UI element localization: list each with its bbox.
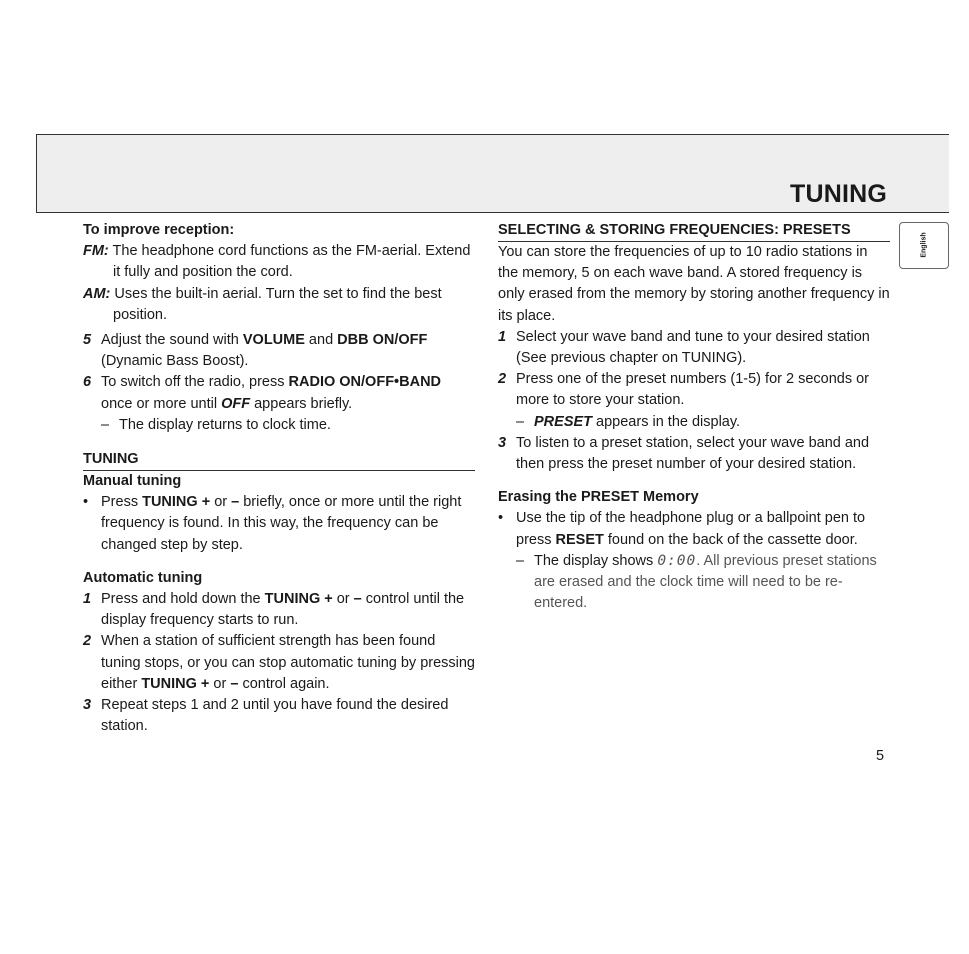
erasing-bullet: • Use the tip of the headphone plug or a ballpoint pen to press RESET found on the back of the cassette door. xyxy=(498,510,866,548)
manual-tuning-bullet: • Press TUNING + or – briefly, once or more until the right frequency is found. In this way, the frequency can be changed step by step. xyxy=(83,494,462,553)
left-column xyxy=(83,220,475,737)
display-readout: 0:00 xyxy=(657,552,697,569)
preset-step-2-note: – PRESET appears in the display. xyxy=(516,413,741,430)
manual-tuning-heading: Manual tuning xyxy=(83,473,182,490)
preset-step-2: 2 Press one of the preset numbers (1-5) for 2 seconds or more to store your station. xyxy=(498,371,870,409)
step-5: 5 Adjust the sound with VOLUME and DBB ON/OFF (Dynamic Bass Boost). xyxy=(83,332,428,370)
language-label: English xyxy=(920,232,928,258)
step-6-note: – The display returns to clock time. xyxy=(101,416,331,433)
preset-step-3: 3 To listen to a preset station, select your wave band and then press the preset number of your desired station. xyxy=(498,434,870,473)
automatic-tuning-heading: Automatic tuning xyxy=(83,569,203,586)
auto-step-1: 1 Press and hold down the TUNING + or – control until the display frequency starts to run. xyxy=(83,591,465,629)
erasing-note: – The display shows 0:00. All previous preset stations are erased and the clock time will need to be re-entered. xyxy=(516,552,877,612)
right-column xyxy=(498,219,890,614)
erasing-heading: Erasing the PRESET Memory xyxy=(498,489,699,506)
auto-step-3: 3 Repeat steps 1 and 2 until you have found the desired station. xyxy=(83,697,449,735)
am-paragraph: AM: Uses the built-in aerial. Turn the set to find the best position. xyxy=(83,285,442,323)
step-6: 6 To switch off the radio, press RADIO ON/OFF•BAND once or more until OFF appears briefly. xyxy=(83,374,442,412)
page-title: TUNING xyxy=(789,180,887,208)
page-number: 5 xyxy=(876,748,885,764)
tuning-section-heading: TUNING xyxy=(83,448,475,471)
improve-reception-heading: To improve reception: xyxy=(83,222,235,238)
auto-step-2: 2 When a station of sufficient strength has been found tuning stops, or you can stop automatic tuning by pressing either TUNING + or – control again. xyxy=(83,633,475,692)
language-tab xyxy=(899,222,949,269)
presets-intro: You can store the frequencies of up to 10 radio stations in the memory, 5 on each wave band. A stored frequency is only erased from the memory by storing another frequency in its place. xyxy=(498,244,890,324)
presets-heading: SELECTING & STORING FREQUENCIES: PRESETS xyxy=(498,219,890,242)
preset-step-1: 1 Select your wave band and tune to your desired station (See previous chapter on TUNING). xyxy=(498,328,870,367)
fm-paragraph: FM: The headphone cord functions as the FM-aerial. Extend it fully and position the cord. xyxy=(83,243,471,281)
